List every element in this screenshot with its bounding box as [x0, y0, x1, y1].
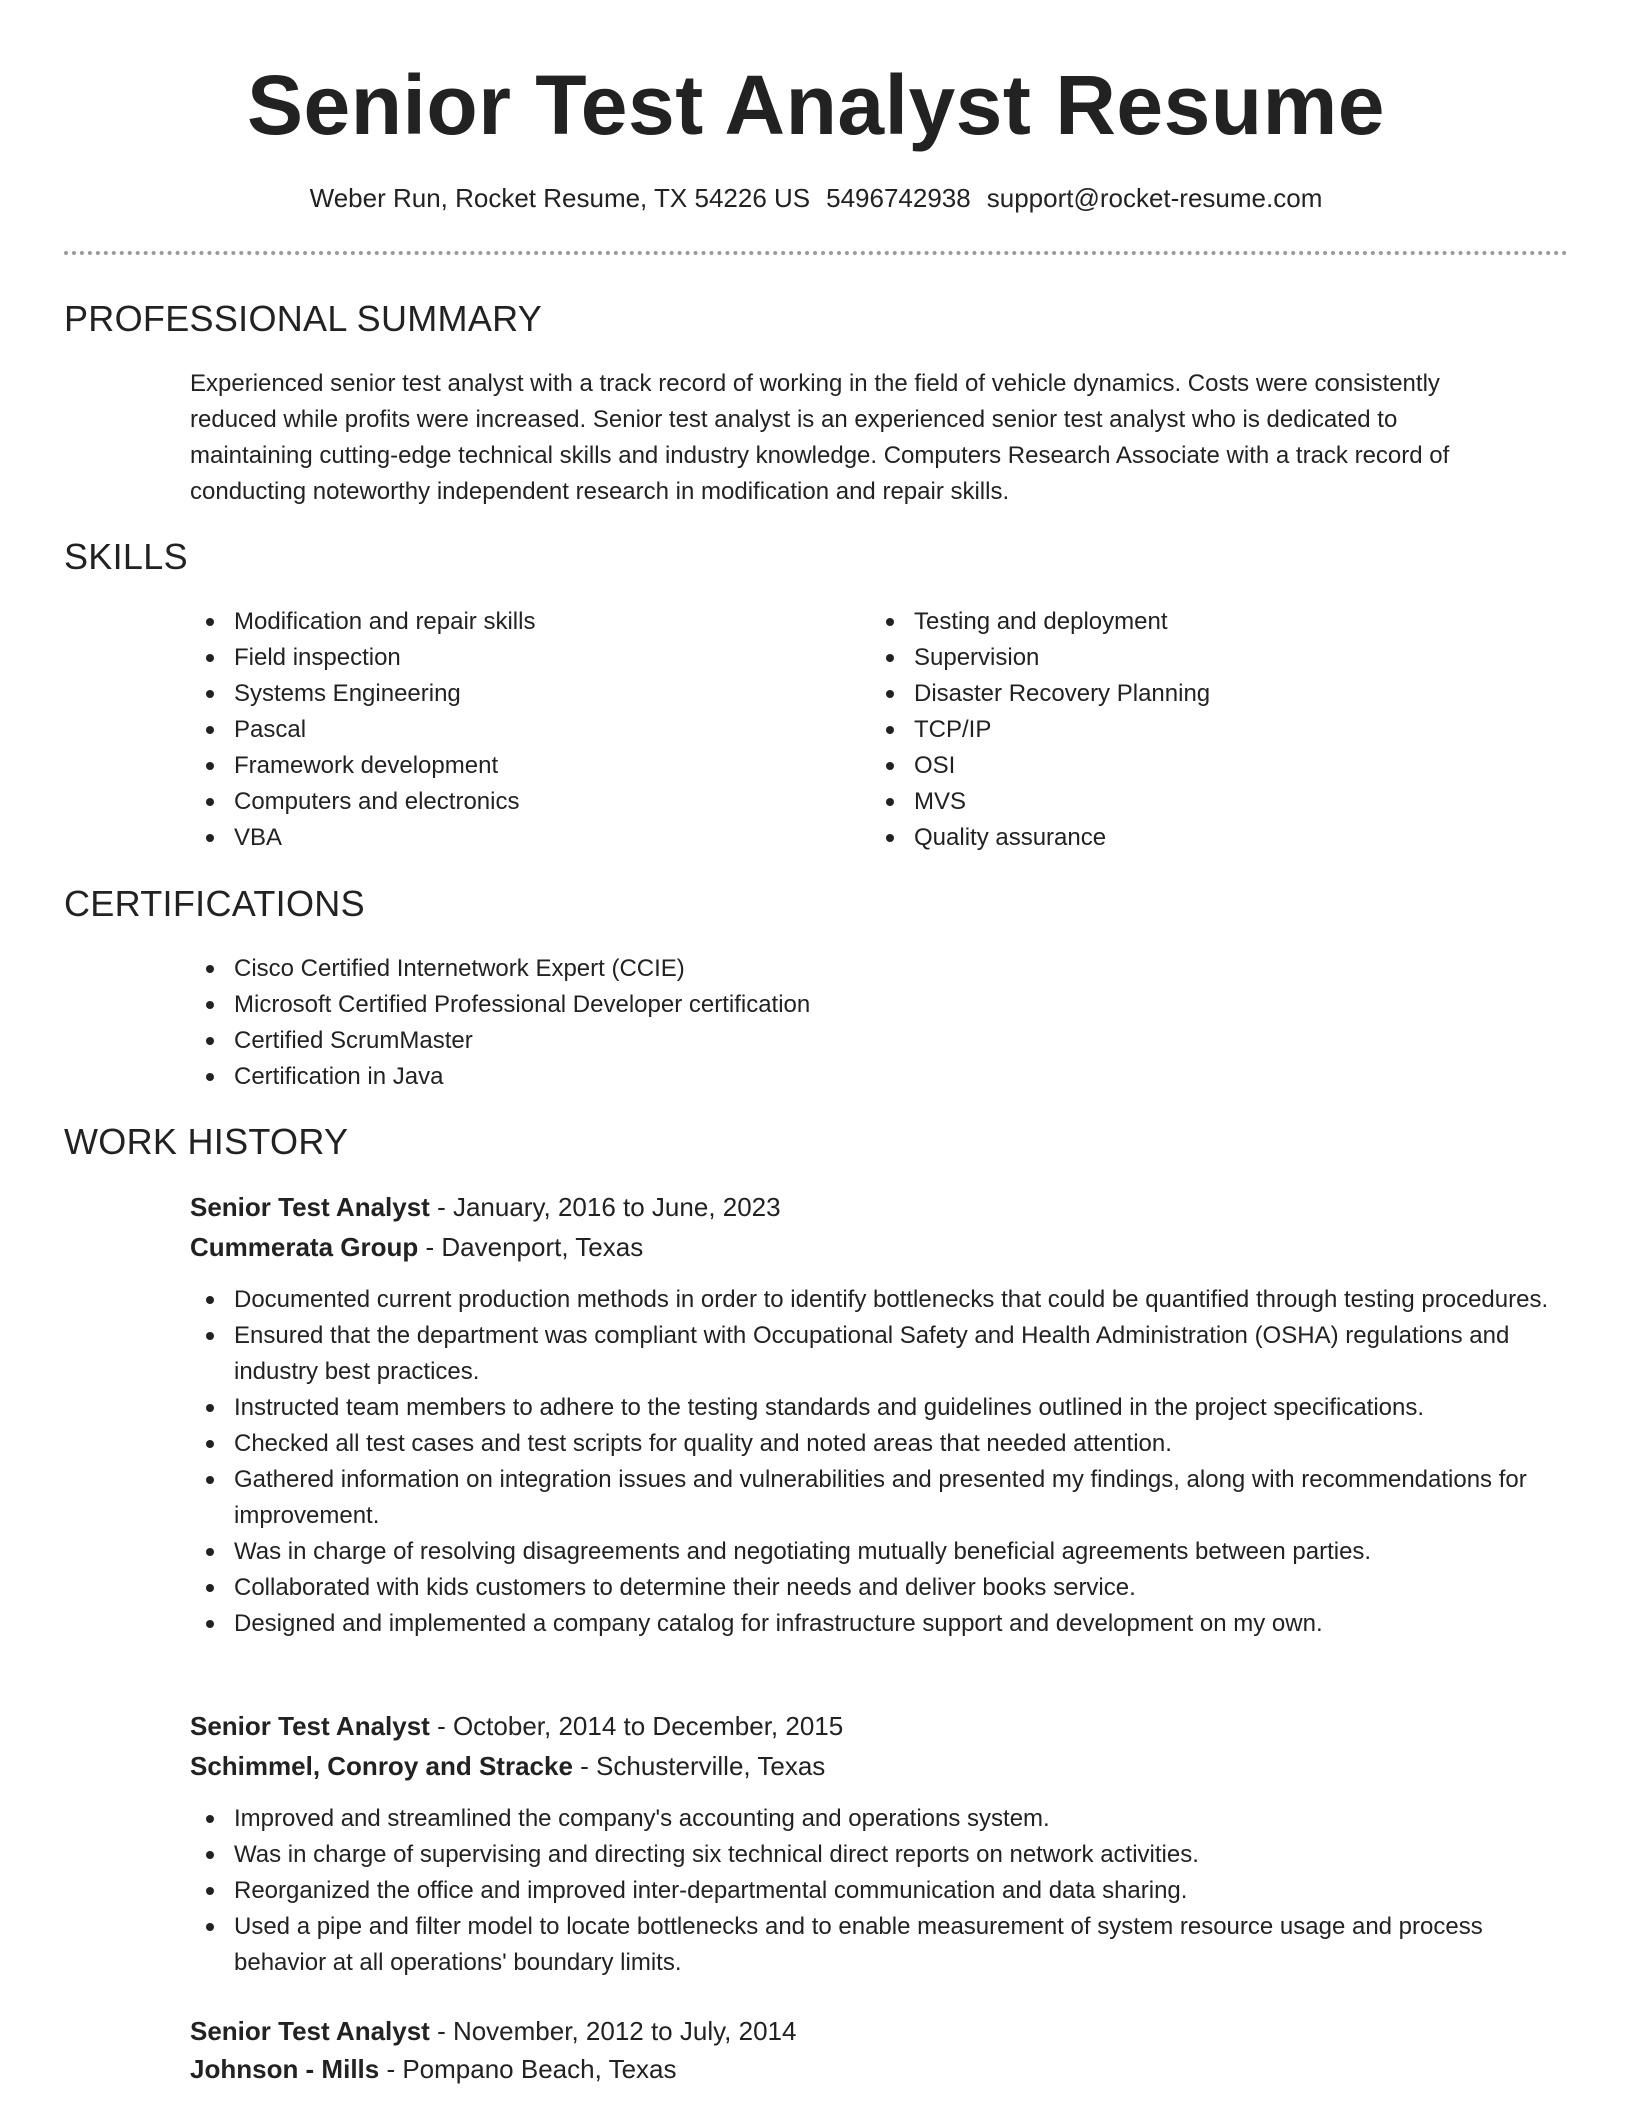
job-bullet: Improved and streamlined the company's accounting and operations system.	[190, 1801, 1570, 1837]
job-bullet: Designed and implemented a company catalog for infrastructure support and development on my own.	[190, 1606, 1570, 1642]
job-bullets	[190, 1282, 1570, 1642]
skill-item: MVS	[870, 784, 1530, 820]
job-dates: - November, 2012 to July, 2014	[429, 2016, 797, 2046]
skill-item: Field inspection	[190, 640, 850, 676]
job-title: Senior Test Analyst	[190, 1711, 430, 1741]
skills-list-left	[190, 604, 850, 856]
skill-item: Supervision	[870, 640, 1530, 676]
contact-email: support@rocket-resume.com	[986, 183, 1323, 213]
job-bullet: Collaborated with kids customers to determine their needs and deliver books service.	[190, 1570, 1570, 1606]
job-location: - Pompano Beach, Texas	[379, 2054, 677, 2084]
contact-line	[0, 180, 1632, 216]
contact-address: Weber Run, Rocket Resume, TX 54226 US	[309, 183, 811, 213]
skill-item: Framework development	[190, 748, 850, 784]
job-title: Senior Test Analyst	[190, 1192, 430, 1222]
job-bullet: Reorganized the office and improved inter-departmental communication and data sharing.	[190, 1873, 1570, 1909]
certification-item: Microsoft Certified Professional Developer certification	[190, 987, 1520, 1023]
skills-list-right	[870, 604, 1530, 856]
job-dates: - January, 2016 to June, 2023	[429, 1192, 781, 1222]
job-title-line	[190, 1189, 781, 1225]
job-bullet: Was in charge of resolving disagreements and negotiating mutually beneficial agreements between parties.	[190, 1534, 1570, 1570]
job-company: Schimmel, Conroy and Stracke	[190, 1751, 573, 1781]
summary-heading: PROFESSIONAL SUMMARY	[64, 298, 543, 339]
skill-item: Modification and repair skills	[190, 604, 850, 640]
certification-item: Certification in Java	[190, 1059, 1520, 1095]
work-history-heading: WORK HISTORY	[64, 1121, 349, 1162]
job-bullet: Checked all test cases and test scripts for quality and noted areas that needed attention.	[190, 1426, 1570, 1462]
job-title-line	[190, 2013, 796, 2049]
job-bullet: Ensured that the department was compliant with Occupational Safety and Health Administration (OSHA) regulations and industry best practices.	[190, 1318, 1570, 1390]
certifications-list	[190, 951, 1520, 1095]
job-company-line	[190, 1229, 643, 1265]
job-company-line	[190, 1748, 825, 1784]
skills-heading: SKILLS	[64, 536, 188, 577]
job-bullet: Documented current production methods in order to identify bottlenecks that could be quantified through testing procedures.	[190, 1282, 1570, 1318]
job-company: Cummerata Group	[190, 1232, 419, 1262]
certification-item: Certified ScrumMaster	[190, 1023, 1520, 1059]
job-title: Senior Test Analyst	[190, 2016, 430, 2046]
certification-item: Cisco Certified Internetwork Expert (CCIE)	[190, 951, 1520, 987]
job-bullet: Used a pipe and filter model to locate bottlenecks and to enable measurement of system resource usage and process behavior at all operations' boundary limits.	[190, 1909, 1570, 1981]
skill-item: Pascal	[190, 712, 850, 748]
skill-item: OSI	[870, 748, 1530, 784]
header-divider	[64, 251, 1568, 255]
skill-item: TCP/IP	[870, 712, 1530, 748]
skill-item: Testing and deployment	[870, 604, 1530, 640]
contact-phone: 5496742938	[826, 183, 971, 213]
skill-item: Systems Engineering	[190, 676, 850, 712]
job-title-line	[190, 1708, 843, 1744]
job-bullet: Instructed team members to adhere to the testing standards and guidelines outlined in the project specifications.	[190, 1390, 1570, 1426]
job-company: Johnson - Mills	[190, 2054, 380, 2084]
certifications-heading: CERTIFICATIONS	[64, 883, 365, 924]
job-location: - Schusterville, Texas	[572, 1751, 826, 1781]
skill-item: VBA	[190, 820, 850, 856]
job-bullet: Was in charge of supervising and directing six technical direct reports on network activities.	[190, 1837, 1570, 1873]
resume-title: Senior Test Analyst Resume	[246, 58, 1386, 152]
skill-item: Quality assurance	[870, 820, 1530, 856]
job-company-line	[190, 2051, 676, 2087]
job-bullet: Gathered information on integration issues and vulnerabilities and presented my findings, along with recommendations for improvement.	[190, 1462, 1570, 1534]
skill-item: Disaster Recovery Planning	[870, 676, 1530, 712]
job-dates: - October, 2014 to December, 2015	[429, 1711, 844, 1741]
job-location: - Davenport, Texas	[418, 1232, 644, 1262]
job-bullets	[190, 1801, 1570, 1981]
summary-text: Experienced senior test analyst with a track record of working in the field of vehicle dynamics. Costs were consistently reduced while profits were increased. Senior test analyst is an experienced senior test analyst who is dedicated to maintaining cutting-edge technical skills and industry knowledge. Computers Research Associate with a track record of conducting noteworthy independent research in modification and repair skills.	[190, 370, 1450, 505]
skill-item: Computers and electronics	[190, 784, 850, 820]
